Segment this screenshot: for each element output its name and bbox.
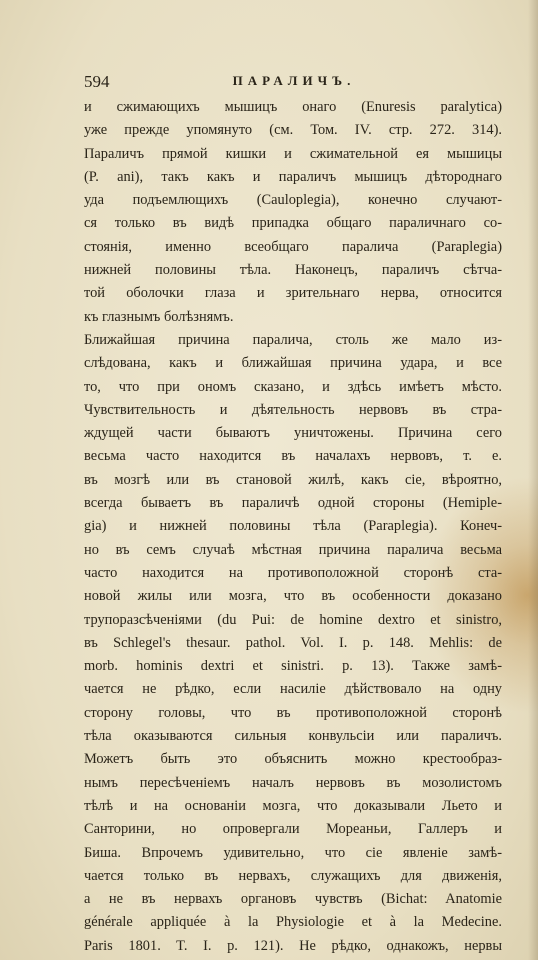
page-header: [84, 70, 504, 96]
text-line: новой жилы или мозга, что въ особенности доказано: [84, 588, 502, 605]
text-line: а не въ нервахъ органовъ чувствъ (Bichat: Anatomie: [84, 891, 502, 908]
text-line: но въ семъ случаѣ мѣстная причина паралича весьма: [84, 541, 502, 558]
text-line: нымъ пересѣченіемъ началъ нервовъ въ мозолистомъ: [84, 774, 502, 791]
text-line: и сжимающихъ мышицъ онаго (Enuresis paralytica): [84, 99, 502, 115]
text-line: всегда бываетъ въ параличѣ одной стороны (Hemiple-: [84, 495, 502, 512]
text-line: ждущей части бываютъ уничтожены. Причина сего: [84, 425, 502, 442]
text-line: уда подъемлющихъ (Cauloplegia), конечно случают-: [84, 192, 502, 209]
text-line: чается не рѣдко, если насиліе дѣйствовало на одну: [84, 681, 502, 698]
text-line: Биша. Впрочемъ удивительно, что сіе явленіе замѣ-: [84, 844, 502, 861]
running-title: ПАРАЛИЧЪ.: [232, 73, 356, 88]
text-line: часто находится на противоположной сторонѣ ста-: [84, 564, 502, 581]
text-line: въ Schlegel's thesaur. pathol. Vol. I. p. 148. Mehlis: de: [84, 634, 502, 651]
text-line: тѣла оказываются сильныя конвульсіи или параличъ.: [84, 728, 502, 745]
text-line: morb. hominis dextri et sinistri. p. 13). Также замѣ-: [84, 658, 502, 675]
text-line: générale appliquée à la Physiologie et à la Medecine.: [84, 914, 502, 931]
text-line: къ глазнымъ болѣзнямъ.: [84, 308, 234, 325]
text-line: (P. ani), такъ какъ и параличъ мышицъ дѣтороднаго: [84, 168, 502, 185]
text-line: gia) и нижней половины тѣла (Paraplegia). Конеч-: [84, 518, 502, 535]
page-number: 594: [84, 72, 110, 91]
text-line: Paris 1801. T. I. p. 121). Не рѣдко, однакожъ, нервы: [84, 937, 502, 954]
text-line: то, что при ономъ сказано, и здѣсь имѣетъ мѣсто.: [84, 378, 502, 395]
text-line: чается только въ нервахъ, служащихъ для движенія,: [84, 867, 502, 884]
text-line: сторону головы, что въ противоположной сторонѣ: [84, 704, 502, 721]
text-line: стоянія, именно всеобщаго паралича (Paraplegia): [84, 238, 502, 255]
text-line: ся только въ видѣ припадка общаго параличнаго со-: [84, 215, 502, 232]
body-text: [84, 96, 502, 958]
text-line: Ближайшая причина паралича, столь же мало из-: [84, 331, 502, 348]
text-line: Параличъ прямой кишки и сжимательной ея мышицы: [84, 145, 502, 162]
text-line: весьма часто находится въ началахъ нервовъ, т. е.: [84, 448, 502, 465]
text-line: уже прежде упомянуто (см. Том. IV. стр. 272. 314).: [84, 122, 502, 139]
text-line: Можетъ быть это объяснить можно крестообраз-: [84, 751, 502, 768]
page-edge-shadow: [528, 0, 538, 960]
text-line: трупоразсѣченіями (du Pui: de homine dextro et sinistro,: [84, 611, 502, 628]
text-line: Санторини, но опровергали Мореаньи, Галлеръ и: [84, 821, 502, 838]
text-line: слѣдована, какъ и ближайшая причина удара, и все: [84, 355, 502, 372]
text-line: въ мозгѣ или въ становой жилѣ, какъ сіе, вѣроятно,: [84, 471, 502, 488]
text-line: тѣлѣ и на основаніи мозга, что доказывали Льето и: [84, 797, 502, 814]
text-line: нижней половины тѣла. Наконецъ, параличъ сѣтча-: [84, 262, 502, 279]
text-line: той оболочки глаза и зрительнаго нерва, относится: [84, 285, 502, 302]
text-line: Чувствительность и дѣятельность нервовъ въ стра-: [84, 401, 502, 418]
